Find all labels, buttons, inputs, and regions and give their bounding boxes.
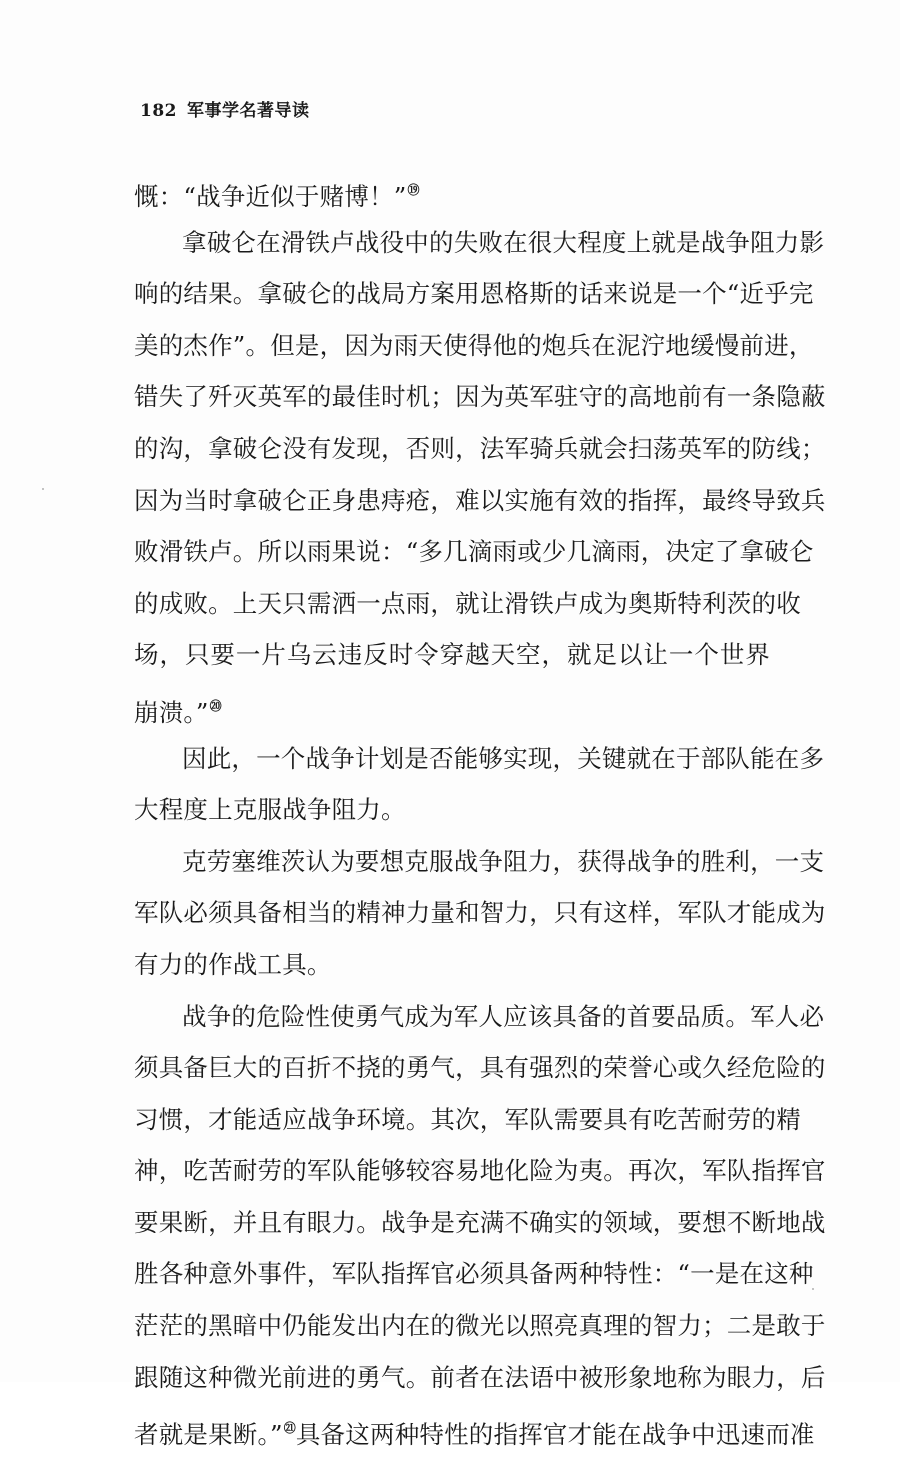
line-text: 者就是果断。” (134, 1420, 283, 1450)
text-line (134, 1352, 826, 1404)
line-text: 响的结果。拿破仑的战局方案用恩格斯的话来说是一个“近乎完 (134, 279, 814, 309)
line-text: 习惯，才能适应战争环境。其次，军队需要具有吃苦耐劳的精 (134, 1104, 801, 1134)
line-text: 错失了歼灭英军的最佳时机；因为英军驻守的高地前有一条隐蔽 (134, 382, 826, 412)
text-line (134, 475, 826, 527)
line-text: 有力的作战工具。 (134, 949, 332, 979)
text-line (134, 939, 770, 991)
line-text: 军队必须具备相当的精神力量和智力，只有这样，军队才能成为 (134, 898, 826, 928)
text-line (134, 1403, 815, 1455)
text-line (134, 991, 825, 1043)
footnote-marker: ⑲ (407, 183, 420, 197)
text-line (134, 1300, 826, 1352)
line-text: 克劳塞维茨认为要想克服战争阻力，获得战争的胜利，一支 (182, 846, 825, 876)
body-text (134, 165, 826, 1455)
line-text: 慨：“战争近似于赌博！” (134, 182, 407, 211)
text-line (134, 887, 826, 939)
line-text: 的成败。上天只需洒一点雨，就让滑铁卢成为奥斯特利茨的收 (134, 588, 801, 618)
text-line (134, 836, 825, 888)
book-title: 军事学名著导读 (187, 101, 310, 121)
line-text: 的沟，拿破仑没有发现，否则，法军骑兵就会扫荡英军的防线； (134, 433, 826, 463)
line-text: 战争的危险性使勇气成为军人应该具备的首要品质。军人必 (182, 1001, 825, 1031)
line-text: 神，吃苦耐劳的军队能够较容易地化险为夷。再次，军队指挥官 (134, 1156, 826, 1186)
text-line (134, 371, 826, 423)
line-text: 场，只要一片乌云违反时令穿越天空，就足以让一个世界 (134, 640, 770, 670)
text-line (134, 784, 770, 836)
text-line (134, 1145, 826, 1197)
line-text: 因为当时拿破仑正身患痔疮，难以实施有效的指挥，最终导致兵 (134, 485, 826, 515)
scan-speck (42, 488, 44, 490)
running-header (140, 96, 310, 121)
line-text: 胜各种意外事件，军队指挥官必须具备两种特性：“一是在这种 (134, 1259, 814, 1289)
text-line (134, 526, 814, 578)
text-line (134, 268, 814, 320)
text-line (134, 681, 770, 733)
text-line (134, 165, 770, 217)
line-text: 美的杰作”。但是，因为雨天使得他的炮兵在泥泞地缓慢前进， (134, 330, 814, 360)
line-text: 崩溃。” (134, 697, 209, 727)
footnote-marker: ⑳ (209, 698, 222, 713)
text-line (134, 629, 770, 681)
line-text: 因此，一个战争计划是否能够实现，关键就在于部队能在多 (182, 743, 825, 773)
text-line (134, 423, 826, 475)
line-text: 大程度上克服战争阻力。 (134, 795, 406, 825)
text-line (134, 578, 801, 630)
text-line (134, 1197, 826, 1249)
line-text: 跟随这种微光前进的勇气。前者在法语中被形象地称为眼力，后 (134, 1362, 826, 1392)
line-text-tail: 具备这两种特性的指挥官才能在战争中迅速而准 (295, 1420, 815, 1450)
line-text: 要果断，并且有眼力。战争是充满不确实的领域，要想不断地战 (134, 1207, 826, 1237)
text-line (134, 1248, 814, 1300)
text-line (134, 320, 814, 372)
line-text: 须具备巨大的百折不挠的勇气，具有强烈的荣誉心或久经危险的 (134, 1053, 826, 1083)
line-text: 茫茫的黑暗中仍能发出内在的微光以照亮真理的智力；二是敢于 (134, 1311, 826, 1341)
line-text: 拿破仑在滑铁卢战役中的失败在很大程度上就是战争阻力影 (182, 227, 825, 257)
text-line (134, 1094, 801, 1146)
line-text: 败滑铁卢。所以雨果说：“多几滴雨或少几滴雨，决定了拿破仑 (134, 537, 814, 567)
text-line (134, 217, 825, 269)
text-line (134, 733, 825, 785)
footnote-marker: ㉑ (283, 1421, 296, 1436)
text-line (134, 1042, 826, 1094)
scan-speck (812, 1288, 814, 1290)
page-number: 182 (140, 101, 177, 121)
